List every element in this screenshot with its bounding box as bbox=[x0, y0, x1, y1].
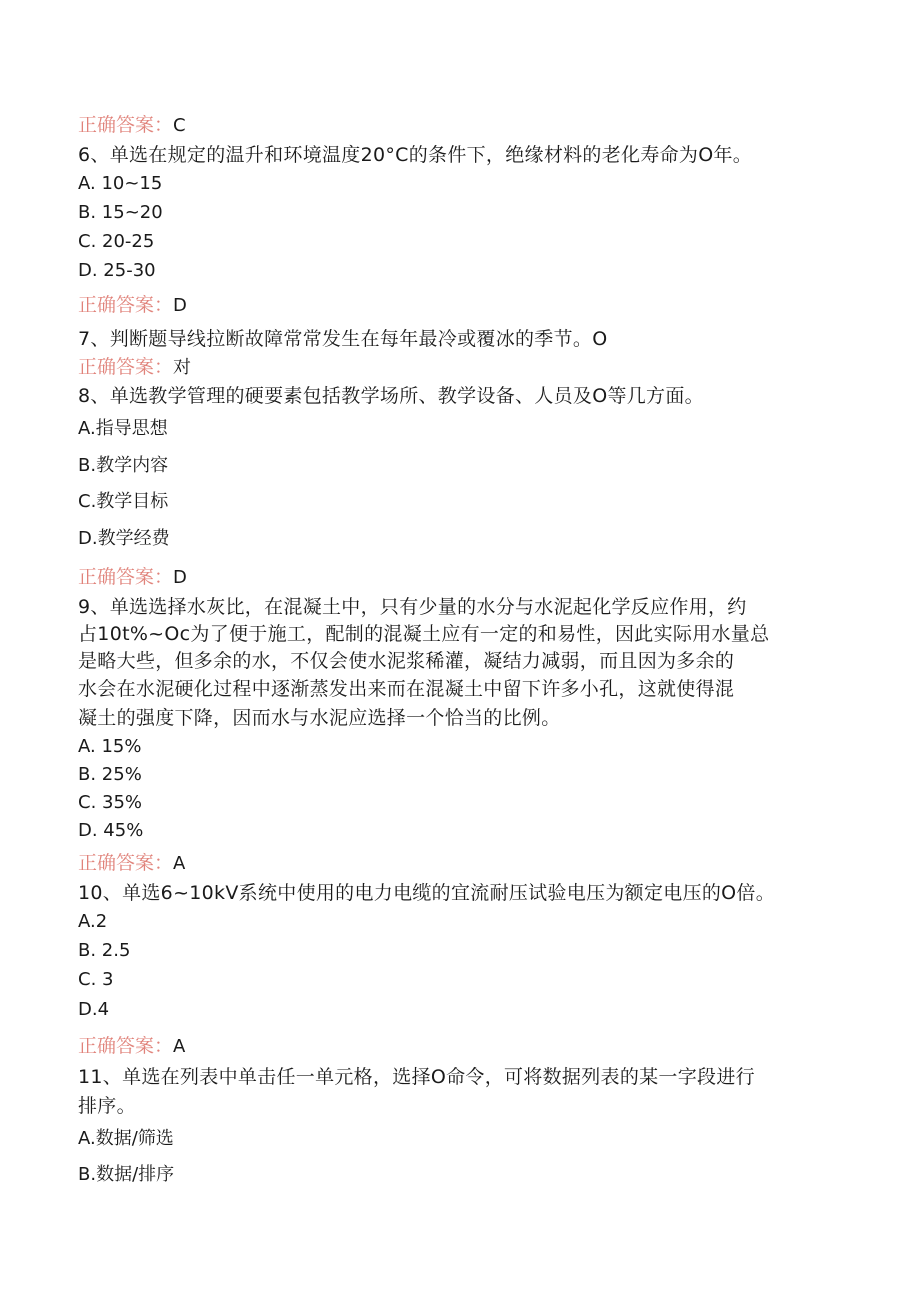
question-9-option-b: B. 25% bbox=[78, 764, 142, 785]
question-9-line-5: 凝土的强度下降，因而水与水泥应选择一个恰当的比例。 bbox=[78, 707, 561, 729]
answer-row bbox=[78, 851, 185, 876]
answer-row bbox=[78, 1034, 185, 1059]
answer-label: 正确答案： bbox=[78, 1035, 174, 1057]
question-6-option-b: B. 15~20 bbox=[78, 202, 163, 223]
question-7: 7、判断题导线拉断故障常常发生在每年最冷或覆冰的季节。O bbox=[78, 328, 608, 350]
answer-label: 正确答案： bbox=[78, 114, 174, 136]
question-6: 6、单选在规定的温升和环境温度20°C的条件下，绝缘材料的老化寿命为O年。 bbox=[78, 144, 753, 166]
answer-label: 正确答案： bbox=[78, 294, 174, 316]
answer-row bbox=[78, 113, 186, 138]
question-9-option-c: C. 35% bbox=[78, 792, 143, 813]
question-9-option-d: D. 45% bbox=[78, 820, 144, 841]
question-8-option-a: A.指导思想 bbox=[78, 418, 168, 439]
question-8-option-d: D.教学经费 bbox=[78, 528, 170, 549]
question-8-option-c: C.教学目标 bbox=[78, 491, 169, 512]
question-10-option-c: C. 3 bbox=[78, 969, 114, 990]
answer-value: D bbox=[173, 567, 187, 588]
question-11-option-b: B.数据/排序 bbox=[78, 1164, 175, 1185]
question-10: 10、单选6~10kV系统中使用的电力电缆的宜流耐压试验电压为额定电压的O倍。 bbox=[78, 882, 776, 904]
question-11-option-a: A.数据/筛选 bbox=[78, 1128, 174, 1149]
answer-label: 正确答案： bbox=[78, 566, 174, 588]
answer-value: A bbox=[173, 1036, 186, 1057]
question-11-line-2: 排序。 bbox=[78, 1095, 136, 1117]
question-8: 8、单选教学管理的硬要素包括教学场所、教学设备、人员及O等几方面。 bbox=[78, 385, 704, 407]
question-11-line-1: 11、单选在列表中单击任一单元格，选择O命令，可将数据列表的某一字段进行 bbox=[78, 1066, 755, 1088]
question-8-option-b: B.教学内容 bbox=[78, 455, 169, 476]
answer-label: 正确答案： bbox=[78, 356, 174, 378]
answer-value: D bbox=[173, 295, 187, 316]
question-10-option-d: D.4 bbox=[78, 999, 110, 1020]
question-9-line-2: 占10t%~Oc为了便于施工，配制的混凝土应有一定的和易性，因此实际用水量总 bbox=[78, 623, 770, 645]
question-6-option-a: A. 10~15 bbox=[78, 173, 163, 194]
answer-row bbox=[78, 293, 187, 318]
question-6-option-c: C. 20-25 bbox=[78, 231, 155, 252]
answer-value: C bbox=[173, 115, 186, 136]
answer-row bbox=[78, 355, 191, 380]
question-9-line-4: 水会在水泥硬化过程中逐渐蒸发出来而在混凝土中留下许多小孔，这就使得混 bbox=[78, 678, 735, 700]
question-10-option-b: B. 2.5 bbox=[78, 940, 131, 961]
question-9-line-1: 9、单选选择水灰比，在混凝土中，只有少量的水分与水泥起化学反应作用，约 bbox=[78, 596, 747, 618]
question-6-option-d: D. 25-30 bbox=[78, 260, 156, 281]
answer-row bbox=[78, 565, 187, 590]
question-9-line-3: 是略大些，但多余的水，不仅会使水泥浆稀灌，凝结力减弱，而且因为多余的 bbox=[78, 650, 735, 672]
question-10-option-a: A.2 bbox=[78, 911, 108, 932]
question-9-option-a: A. 15% bbox=[78, 736, 142, 757]
answer-value: A bbox=[173, 853, 186, 874]
answer-value: 对 bbox=[173, 357, 192, 378]
answer-label: 正确答案： bbox=[78, 852, 174, 874]
